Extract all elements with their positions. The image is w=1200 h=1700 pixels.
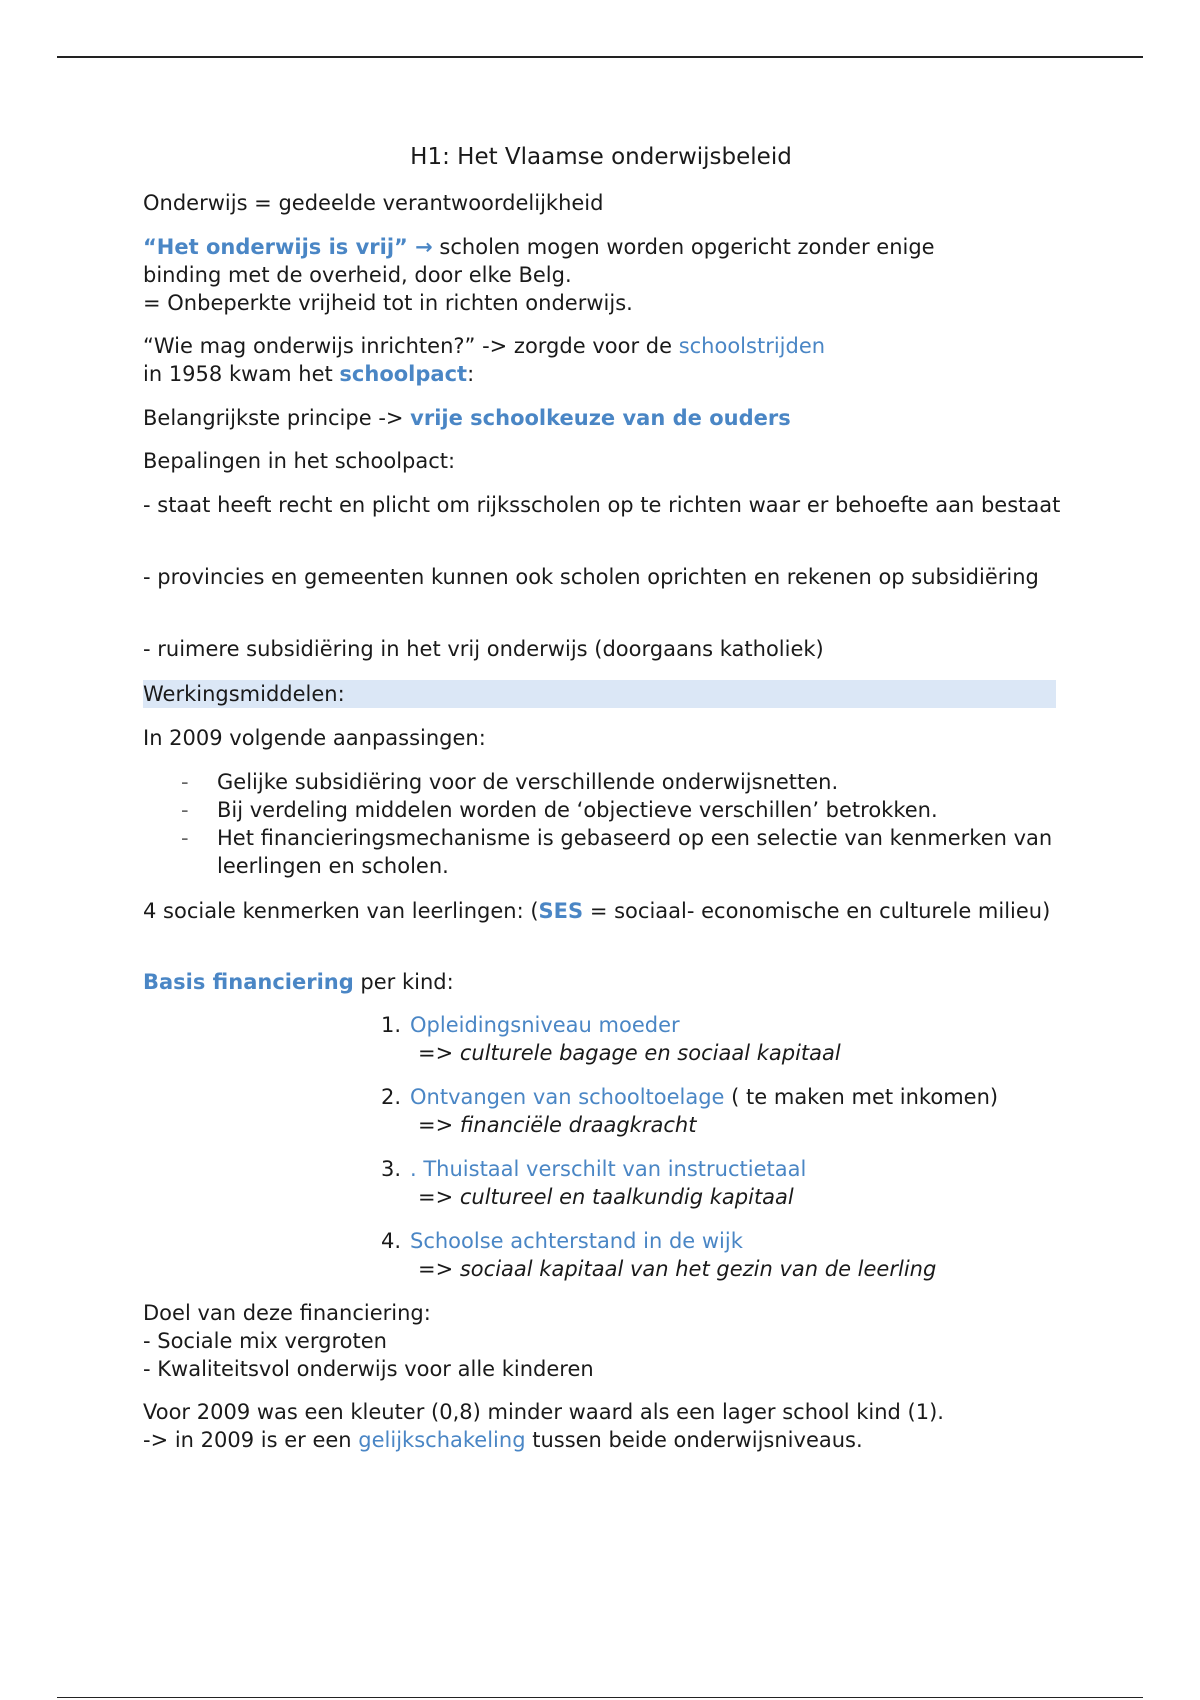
list-item: - Het financieringsmechanisme is gebaseerd op een selectie van kenmerken van leerlingen en scholen.	[181, 826, 1053, 878]
basis-term: Basis financiering	[143, 970, 354, 994]
voor2009-paragraph: Voor 2009 was een kleuter (0,8) minder waard als een lager school kind (1). -> in 2009 is er een gelijkschakeling tussen beide onderwijsniveaus.	[143, 1400, 944, 1452]
top-rule	[57, 56, 1143, 58]
list-item: 2. Ontvangen van schooltoelage ( te maken met inkomen) => financiële draagkracht	[381, 1085, 999, 1137]
list-item: 3. . Thuistaal verschilt van instructietaal => cultureel en taalkundig kapitaal	[381, 1157, 807, 1209]
bepalingen-item-3: - ruimere subsidiëring in het vrij onderwijs (doorgaans katholiek)	[143, 637, 824, 661]
bepalingen-item-2: - provincies en gemeenten kunnen ook scholen oprichten en rekenen op subsidiëring	[143, 565, 1039, 589]
principe-line: Belangrijkste principe -> vrije schoolkeuze van de ouders	[143, 406, 791, 430]
principe-term: vrije schoolkeuze van de ouders	[410, 406, 791, 430]
list-item: - Gelijke subsidiëring voor de verschillende onderwijsnetten.	[181, 770, 839, 794]
werking-heading: Werkingsmiddelen:	[143, 680, 1056, 708]
list-item: 4. Schoolse achterstand in de wijk => sociaal kapitaal van het gezin van de leerling	[381, 1229, 937, 1281]
bepalingen-heading: Bepalingen in het schoolpact:	[143, 449, 456, 473]
schoolstrijden-term: schoolstrijden	[678, 334, 826, 358]
vrij-term: “Het onderwijs is vrij” →	[143, 235, 433, 259]
werking-intro: In 2009 volgende aanpassingen:	[143, 726, 486, 750]
bottom-rule	[57, 1697, 1143, 1698]
list-item: 1. Opleidingsniveau moeder => culturele bagage en sociaal kapitaal	[381, 1013, 841, 1065]
ses-paragraph: 4 sociale kenmerken van leerlingen: (SES = sociaal- economische en culturele milieu)	[143, 899, 1051, 923]
werking-list	[181, 768, 1061, 880]
page-title: H1: Het Vlaamse onderwijsbeleid	[410, 144, 792, 170]
schoolpact-term: schoolpact	[339, 362, 468, 386]
basis-heading: Basis financiering per kind:	[143, 970, 454, 994]
gelijkschakeling-term: gelijkschakeling	[358, 1428, 526, 1452]
ses-term: SES	[538, 899, 584, 923]
bepalingen-item-1: - staat heeft recht en plicht om rijksscholen op te richten waar er behoefte aan bestaat	[143, 493, 1061, 517]
list-item: - Bij verdeling middelen worden de ‘objectieve verschillen’ betrokken.	[181, 798, 938, 822]
doel-paragraph: Doel van deze financiering: - Sociale mix vergroten - Kwaliteitsvol onderwijs voor alle kinderen	[143, 1301, 594, 1381]
vrij-paragraph: “Het onderwijs is vrij” → scholen mogen worden opgericht zonder enige binding met de overheid, door elke Belg. = Onbeperkte vrijheid tot in richten onderwijs.	[143, 235, 935, 315]
basis-list	[381, 1011, 1061, 1299]
wie-paragraph: “Wie mag onderwijs inrichten?” -> zorgde voor de schoolstrijden in 1958 kwam het schoolpact:	[143, 334, 826, 386]
intro-line: Onderwijs = gedeelde verantwoordelijkheid	[143, 191, 604, 215]
